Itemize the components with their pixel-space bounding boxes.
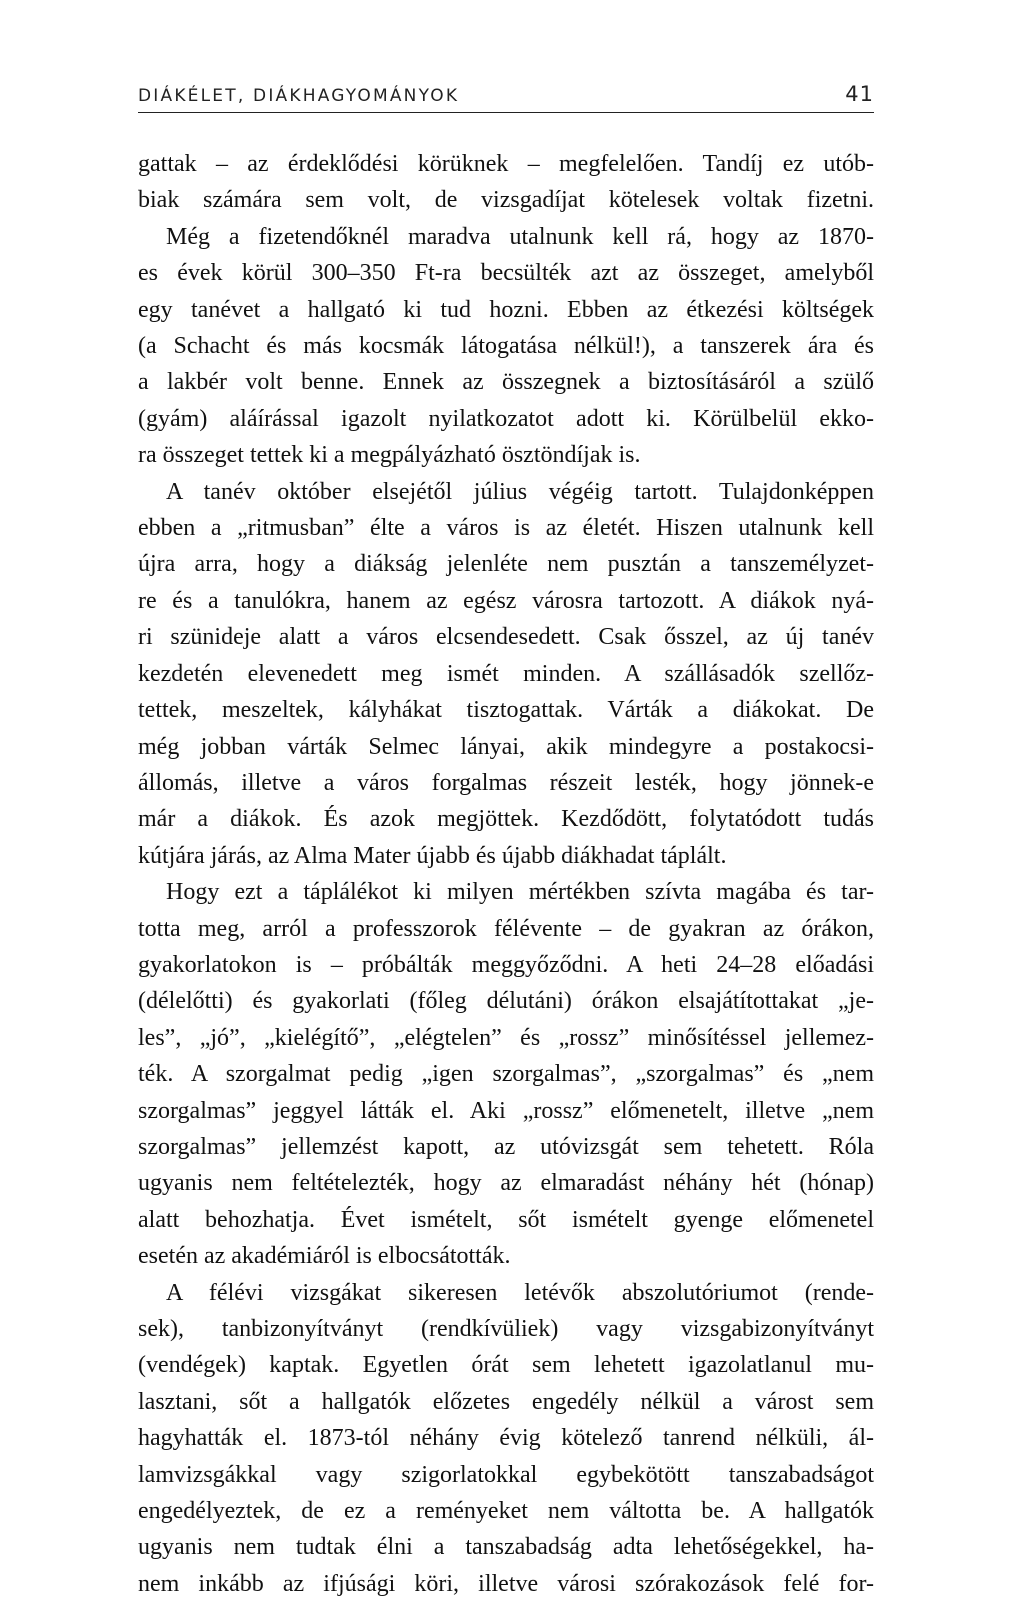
text-line: egy tanévet a hallgató ki tud hozni. Ebben az étkezési költségek xyxy=(138,296,874,323)
text-line: es évek körül 300–350 Ft-ra becsülték azt az összeget, amelyből xyxy=(138,260,874,287)
text-line: újra arra, hogy a diákság jelenléte nem pusztán a tanszemélyzet- xyxy=(138,551,874,578)
text-line: szorgalmas” jellemzést kapott, az utóvizsgát sem tehetett. Róla xyxy=(138,1133,874,1160)
running-title: DIÁKÉLET, DIÁKHAGYOMÁNYOK xyxy=(138,86,460,106)
text-line: gattak – az érdeklődési körüknek – megfelelően. Tandíj ez utób- xyxy=(138,151,874,177)
text-line: engedélyeztek, de ez a reményeket nem váltotta be. A hallgatók xyxy=(138,1498,874,1525)
text-line: Hogy ezt a táplálékot ki milyen mértékben szívta magába és tar- xyxy=(166,879,874,906)
text-line: A félévi vizsgákat sikeresen letévők abszolutóriumot (rende- xyxy=(166,1279,874,1306)
text-line: A tanév október elsejétől július végéig tartott. Tulajdonképpen xyxy=(166,478,874,505)
text-line: kezdetén elevenedett meg ismét minden. A szállásadók szellőz- xyxy=(138,660,874,687)
text-line: ugyanis nem feltételezték, hogy az elmaradást néhány hét (hónap) xyxy=(138,1170,874,1197)
text-line: lamvizsgákkal vagy szigorlatokkal egybekötött tanszabadságot xyxy=(138,1461,874,1488)
text-line: hagyhatták el. 1873-tól néhány évig kötelező tanrend nélküli, ál- xyxy=(138,1425,874,1452)
text-line: lasztani, sőt a hallgatók előzetes engedély nélkül a várost sem xyxy=(138,1388,874,1415)
text-line: sek), tanbizonyítványt (rendkívüliek) vagy vizsgabizonyítványt xyxy=(138,1316,874,1342)
text-line: ri szünideje alatt a város elcsendesedett. Csak ősszel, az új tanév xyxy=(138,624,874,651)
text-line: esetén az akadémiáról is elbocsátották. xyxy=(138,1243,511,1270)
text-line: re és a tanulókra, hanem az egész városra tartozott. A diákok nyá- xyxy=(138,587,874,614)
text-line: Még a fizetendőknél maradva utalnunk kell rá, hogy az 1870- xyxy=(166,223,874,250)
text-line: kútjára járás, az Alma Mater újabb és újabb diákhadat táplált. xyxy=(138,842,727,869)
body-text xyxy=(138,146,874,1602)
text-line: les”, „jó”, „kielégítő”, „elégtelen” és „rossz” minősítéssel jellemez- xyxy=(138,1024,874,1051)
text-line: a lakbér volt benne. Ennek az összegnek a biztosításáról a szülő xyxy=(138,369,874,396)
text-line: biak számára sem volt, de vizsgadíjat kötelesek voltak fizetni. xyxy=(138,187,874,214)
text-line: ték. A szorgalmat pedig „igen szorgalmas”, „szorgalmas” és „nem xyxy=(138,1061,874,1088)
running-head xyxy=(138,72,874,113)
text-line: ra összeget tettek ki a megpályázható ösztöndíjak is. xyxy=(138,442,641,469)
text-line: tettek, meszeltek, kályhákat tisztogattak. Várták a diákokat. De xyxy=(138,697,874,724)
page-number: 41 xyxy=(845,82,874,106)
text-line: (vendégek) kaptak. Egyetlen órát sem lehetett igazolatlanul mu- xyxy=(138,1352,874,1379)
text-line: állomás, illetve a város forgalmas részeit lesték, hogy jönnek-e xyxy=(138,769,874,796)
text-line: (a Schacht és más kocsmák látogatása nélkül!), a tanszerek ára és xyxy=(138,333,874,360)
text-line: ebben a „ritmusban” élte a város is az életét. Hiszen utalnunk kell xyxy=(138,515,874,542)
text-line: alatt behozhatja. Évet ismételt, sőt ismételt gyenge előmenetel xyxy=(138,1206,874,1233)
text-line: totta meg, arról a professzorok félévente – de gyakran az órákon, xyxy=(138,915,874,942)
text-line: ugyanis nem tudtak élni a tanszabadság adta lehetőségekkel, ha- xyxy=(138,1534,874,1561)
text-line: nem inkább az ifjúsági köri, illetve városi szórakozások felé for- xyxy=(138,1570,874,1597)
text-line: gyakorlatokon is – próbálták meggyőződni. A heti 24–28 előadási xyxy=(138,951,874,978)
text-line: szorgalmas” jeggyel látták el. Aki „rossz” előmenetelt, illetve „nem xyxy=(138,1097,874,1124)
text-line: már a diákok. És azok megjöttek. Kezdődött, folytatódott tudás xyxy=(138,806,874,833)
text-line: (délelőtti) és gyakorlati (főleg délutáni) órákon elsajátítottakat „je- xyxy=(138,988,874,1015)
text-line: még jobban várták Selmec lányai, akik mindegyre a postakocsi- xyxy=(138,733,874,760)
text-line: (gyám) aláírással igazolt nyilatkozatot adott ki. Körülbelül ekko- xyxy=(138,405,874,432)
